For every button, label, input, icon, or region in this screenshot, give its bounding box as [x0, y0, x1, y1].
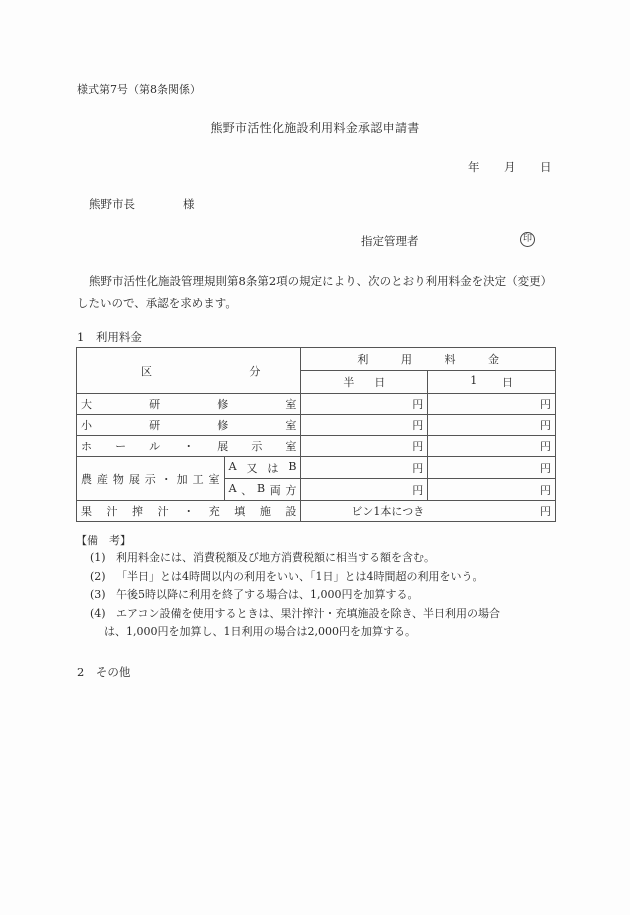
label-char: 室: [285, 440, 297, 453]
note-continuation: は、1,000円を加算し、1日利用の場合は2,000円を加算する。: [104, 625, 416, 638]
label-char: 充: [208, 505, 220, 518]
label-char: 農: [81, 472, 92, 486]
label-char: 展: [128, 472, 140, 486]
label-char: 産: [96, 472, 108, 486]
label-char: 用: [400, 353, 412, 366]
label-char: は: [267, 461, 279, 475]
label-char: 示: [144, 472, 156, 486]
label-char: 施: [259, 505, 271, 518]
label-char: 示: [251, 440, 263, 453]
label-char: 研: [149, 398, 161, 411]
label-char: ・: [160, 472, 172, 486]
label-char: 分: [249, 364, 261, 378]
row-sublabel: [224, 457, 301, 479]
form-number: 様式第7号（第8条関係）: [77, 83, 201, 96]
label-char: 半: [343, 376, 355, 389]
unit-text: ビン1本につき: [351, 505, 425, 518]
row-sublabel: [224, 479, 301, 501]
full-day-fee: 円: [428, 457, 556, 479]
note-text: 午後5時以降に利用を終了する場合は、1,000円を加算する。: [116, 588, 419, 601]
row-label: [77, 415, 301, 436]
label-char: 大: [81, 398, 92, 411]
label-char: 研: [149, 419, 161, 432]
row-label: [77, 436, 301, 457]
label-char: 搾: [132, 505, 144, 518]
label-char: 物: [112, 472, 124, 486]
half-day-fee: 円: [301, 457, 428, 479]
row-label: [77, 501, 301, 522]
label-char: A: [228, 459, 237, 473]
label-char: 設: [285, 505, 297, 518]
applicant-label: 指定管理者: [361, 234, 419, 248]
label-char: ホ: [81, 440, 92, 453]
label-char: 汁: [106, 505, 118, 518]
label-char: 修: [217, 419, 229, 432]
section-1-heading: 1 利用料金: [77, 330, 142, 344]
header-category: [77, 348, 301, 394]
label-char: ル: [149, 440, 161, 453]
label-char: 填: [234, 505, 246, 518]
label-char: 修: [217, 398, 229, 411]
label-char: 1: [470, 374, 478, 387]
label-char: B: [256, 481, 266, 495]
label-char: 金: [487, 353, 499, 366]
note-item: [76, 568, 556, 587]
row-label: [77, 394, 301, 415]
label-char: 加: [176, 472, 188, 486]
label-char: 展: [217, 440, 229, 453]
half-day-fee: 円: [301, 479, 428, 501]
label-char: 料: [444, 353, 456, 366]
date-day: 日: [540, 160, 552, 174]
label-char: 区: [141, 364, 152, 378]
table-row: [77, 415, 556, 436]
table-row: [77, 394, 556, 415]
note-item: [76, 605, 556, 624]
row-label: [77, 457, 225, 501]
full-day-fee: 円: [428, 394, 556, 415]
date-month: 月: [504, 160, 516, 174]
label-char: 果: [81, 505, 92, 518]
date-year: 年: [468, 160, 480, 174]
half-day-fee: 円: [301, 436, 428, 457]
label-char: ー: [115, 440, 127, 453]
juice-fee-cell: [301, 501, 556, 522]
header-full-day: [428, 371, 556, 394]
document-title: 熊野市活性化施設利用料金承認申請書: [210, 121, 420, 135]
full-day-fee: 円: [428, 436, 556, 457]
label-char: 又: [246, 461, 258, 475]
label-char: 室: [208, 472, 220, 486]
label-char: 日: [374, 376, 386, 389]
seal-icon: 印: [520, 232, 535, 247]
table-row: [77, 457, 556, 479]
unit-price: 円: [540, 505, 551, 518]
header-fee: [301, 348, 556, 371]
note-text: 利用料金には、消費税額及び地方消費税額に相当する額を含む。: [116, 551, 435, 564]
note-item: [76, 549, 556, 568]
note-text: エアコン設備を使用するときは、果汁搾汁・充填施設を除き、半日利用の場合: [116, 606, 501, 620]
label-char: B: [288, 459, 297, 473]
fee-table: [76, 347, 556, 522]
notes-heading: 【備 考】: [76, 534, 131, 547]
note-number: (1): [90, 551, 106, 564]
label-char: 利: [357, 353, 369, 366]
table-header-row: [77, 348, 556, 371]
addressee-honorific: 様: [183, 197, 195, 211]
label-char: 両: [269, 483, 281, 497]
addressee-name: 熊野市長: [89, 197, 135, 211]
label-char: A: [228, 481, 237, 495]
half-day-fee: 円: [301, 394, 428, 415]
label-char: 室: [285, 419, 297, 432]
section-2-heading: 2 その他: [77, 665, 131, 679]
label-char: ・: [183, 440, 195, 453]
note-item: [76, 586, 556, 605]
half-day-fee: 円: [301, 415, 428, 436]
body-paragraph: 熊野市活性化施設管理規則第8条第2項の規定により、次のとおり利用料金を決定（変更）したいので、承認を求めます。: [77, 274, 553, 310]
full-day-fee: 円: [428, 479, 556, 501]
label-char: 小: [81, 419, 92, 432]
full-day-fee: 円: [428, 415, 556, 436]
label-char: 汁: [157, 505, 169, 518]
note-number: (3): [90, 588, 106, 601]
label-char: 室: [285, 398, 297, 411]
label-char: 方: [285, 483, 297, 497]
table-row: [77, 501, 556, 522]
label-char: 日: [502, 376, 513, 389]
label-char: 、: [241, 483, 253, 497]
header-half-day: [301, 371, 428, 394]
note-number: (2): [90, 569, 106, 583]
label-char: 工: [192, 472, 204, 486]
label-char: ・: [183, 505, 195, 518]
notes-section: [76, 533, 556, 642]
table-row: [77, 436, 556, 457]
note-number: (4): [90, 606, 106, 620]
note-text: 「半日」とは4時間以内の利用をいい、「1日」とは4時間超の利用をいう。: [116, 569, 484, 583]
